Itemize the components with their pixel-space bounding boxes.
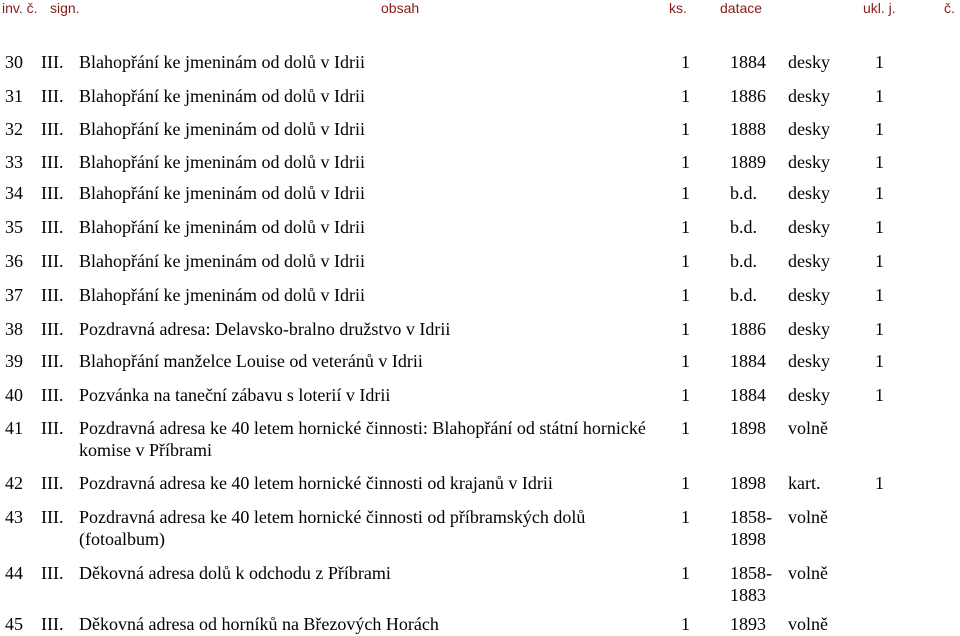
- row-unit-number: 1: [875, 319, 884, 339]
- row-count: 1: [681, 507, 690, 527]
- row-signature: III.: [41, 319, 64, 339]
- row-date: 1858-1883: [730, 563, 772, 605]
- row-content: Blahopřání ke jmeninám od dolů v Idrii: [79, 251, 365, 271]
- row-signature: III.: [41, 507, 64, 527]
- row-count: 1: [681, 86, 690, 106]
- row-number: 37: [5, 285, 23, 305]
- row-number: 36: [5, 251, 23, 271]
- row-signature: III.: [41, 614, 64, 634]
- row-storage: kart.: [788, 473, 821, 493]
- row-content: Blahopřání ke jmeninám od dolů v Idrii: [79, 152, 365, 172]
- row-count: 1: [681, 152, 690, 172]
- row-number: 31: [5, 86, 23, 106]
- row-unit-number: 1: [875, 473, 884, 493]
- header-obsah: obsah: [381, 0, 420, 16]
- row-content: Blahopřání manželce Louise od veteránů v Idrii: [79, 351, 423, 371]
- row-number: 32: [5, 119, 23, 139]
- header-c: č.: [944, 0, 955, 16]
- row-count: 1: [681, 319, 690, 339]
- row-number: 40: [5, 385, 23, 405]
- row-storage: volně: [788, 563, 828, 583]
- row-content: Pozdravná adresa: Delavsko-bralno družstvo v Idrii: [79, 319, 451, 339]
- row-content: Blahopřání ke jmeninám od dolů v Idrii: [79, 86, 365, 106]
- row-content: Děkovná adresa od horníků na Březových Horách: [79, 614, 439, 634]
- row-unit-number: 1: [875, 251, 884, 271]
- row-signature: III.: [41, 418, 64, 438]
- row-unit-number: 1: [875, 152, 884, 172]
- row-date: b.d.: [730, 251, 757, 271]
- row-count: 1: [681, 418, 690, 438]
- row-storage: volně: [788, 418, 828, 438]
- row-signature: III.: [41, 251, 64, 271]
- row-number: 38: [5, 319, 23, 339]
- row-storage: desky: [788, 217, 830, 237]
- row-storage: desky: [788, 86, 830, 106]
- row-signature: III.: [41, 563, 64, 583]
- row-date: 1888: [730, 119, 766, 139]
- row-content: Blahopřání ke jmeninám od dolů v Idrii: [79, 52, 365, 72]
- row-storage: volně: [788, 507, 828, 527]
- row-date: 1898: [730, 473, 766, 493]
- row-signature: III.: [41, 52, 64, 72]
- row-signature: III.: [41, 385, 64, 405]
- row-storage: desky: [788, 319, 830, 339]
- row-date: 1898: [730, 418, 766, 438]
- row-count: 1: [681, 52, 690, 72]
- row-count: 1: [681, 563, 690, 583]
- row-content: Pozdravná adresa ke 40 letem hornické činnosti: Blahopřání od státní hornické komise v Příbrami: [79, 418, 646, 460]
- row-unit-number: 1: [875, 385, 884, 405]
- row-signature: III.: [41, 152, 64, 172]
- row-signature: III.: [41, 183, 64, 203]
- row-count: 1: [681, 217, 690, 237]
- row-number: 44: [5, 563, 23, 583]
- row-storage: desky: [788, 152, 830, 172]
- row-count: 1: [681, 183, 690, 203]
- row-unit-number: 1: [875, 217, 884, 237]
- row-date: 1886: [730, 86, 766, 106]
- row-storage: desky: [788, 251, 830, 271]
- row-content: Pozdravná adresa ke 40 letem hornické činnosti od příbramských dolů (fotoalbum): [79, 507, 586, 549]
- row-date: b.d.: [730, 183, 757, 203]
- header-ks: ks.: [669, 0, 687, 16]
- row-date: 1884: [730, 351, 766, 371]
- row-number: 30: [5, 52, 23, 72]
- row-storage: desky: [788, 385, 830, 405]
- row-storage: desky: [788, 285, 830, 305]
- row-date: 1858-1898: [730, 507, 772, 549]
- row-date: 1884: [730, 52, 766, 72]
- row-number: 41: [5, 418, 23, 438]
- row-number: 33: [5, 152, 23, 172]
- row-unit-number: 1: [875, 52, 884, 72]
- row-date: 1893: [730, 614, 766, 634]
- row-storage: desky: [788, 183, 830, 203]
- row-number: 42: [5, 473, 23, 493]
- row-unit-number: 1: [875, 285, 884, 305]
- row-content: Blahopřání ke jmeninám od dolů v Idrii: [79, 285, 365, 305]
- row-content: Děkovná adresa dolů k odchodu z Příbrami: [79, 563, 391, 583]
- row-unit-number: 1: [875, 183, 884, 203]
- header-inv: inv. č.: [2, 0, 38, 16]
- header-ukl: ukl. j.: [863, 0, 896, 16]
- row-content: Blahopřání ke jmeninám od dolů v Idrii: [79, 217, 365, 237]
- row-number: 39: [5, 351, 23, 371]
- row-count: 1: [681, 385, 690, 405]
- row-signature: III.: [41, 217, 64, 237]
- row-unit-number: 1: [875, 119, 884, 139]
- row-count: 1: [681, 351, 690, 371]
- row-unit-number: 1: [875, 351, 884, 371]
- row-storage: desky: [788, 351, 830, 371]
- row-signature: III.: [41, 473, 64, 493]
- row-content: Pozdravná adresa ke 40 letem hornické činnosti od krajanů v Idrii: [79, 473, 553, 493]
- row-content: Blahopřání ke jmeninám od dolů v Idrii: [79, 183, 365, 203]
- header-sign: sign.: [50, 0, 80, 16]
- row-unit-number: 1: [875, 86, 884, 106]
- row-date: 1884: [730, 385, 766, 405]
- row-date: 1886: [730, 319, 766, 339]
- row-content: Blahopřání ke jmeninám od dolů v Idrii: [79, 119, 365, 139]
- row-count: 1: [681, 251, 690, 271]
- row-signature: III.: [41, 351, 64, 371]
- row-number: 43: [5, 507, 23, 527]
- row-date: b.d.: [730, 285, 757, 305]
- row-count: 1: [681, 473, 690, 493]
- header-datace: datace: [720, 0, 763, 16]
- row-date: b.d.: [730, 217, 757, 237]
- row-count: 1: [681, 285, 690, 305]
- row-number: 35: [5, 217, 23, 237]
- row-count: 1: [681, 614, 690, 634]
- row-content: Pozvánka na taneční zábavu s loterií v Idrii: [79, 385, 391, 405]
- row-storage: desky: [788, 52, 830, 72]
- row-signature: III.: [41, 86, 64, 106]
- row-signature: III.: [41, 285, 64, 305]
- row-date: 1889: [730, 152, 766, 172]
- row-number: 45: [5, 614, 23, 634]
- row-count: 1: [681, 119, 690, 139]
- row-storage: desky: [788, 119, 830, 139]
- row-signature: III.: [41, 119, 64, 139]
- row-storage: volně: [788, 614, 828, 634]
- row-number: 34: [5, 183, 23, 203]
